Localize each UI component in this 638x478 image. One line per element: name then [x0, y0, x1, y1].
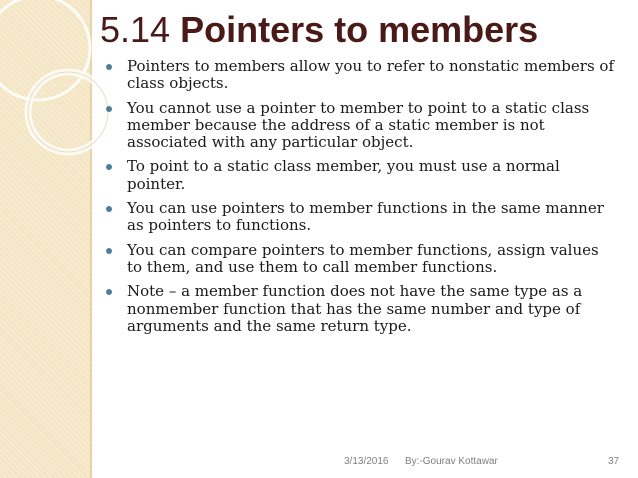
bullet-text: Note – a member function does not have the same type as a nonmember function that has the same number and type of arguments and the same return type. [127, 282, 583, 335]
bullet-text: You cannot use a pointer to member to point to a static class member because the address of a static member is not associated with any particular object. [127, 98, 590, 152]
bullet-list [106, 58, 616, 342]
footer-page-number: 37 [608, 456, 620, 467]
bullet-dot-icon [106, 248, 112, 254]
slide-title-number: 5.14 [100, 9, 171, 50]
bullet-item [106, 158, 616, 193]
bullet-text: You can compare pointers to member functions, assign values to them, and use them to call member functions. [127, 240, 599, 276]
bullet-dot-icon [106, 289, 112, 295]
bullet-dot-icon [106, 64, 112, 70]
bullet-dot-icon [106, 164, 112, 170]
footer-author: By:-Gourav Kottawar [405, 456, 498, 467]
bullet-item [106, 100, 616, 152]
bullet-dot-icon [106, 106, 112, 112]
bullet-text: Pointers to members allow you to refer to nonstatic members of class objects. [127, 57, 614, 93]
footer-date: 3/13/2016 [344, 456, 389, 467]
bullet-text: You can use pointers to member functions in the same manner as pointers to functions. [127, 199, 604, 235]
bullet-item [106, 58, 616, 93]
slide-title-text: Pointers to members [180, 9, 539, 50]
bullet-item [106, 283, 616, 335]
bullet-dot-icon [106, 206, 112, 212]
bullet-item [106, 242, 616, 277]
bullet-item [106, 200, 616, 235]
bullet-text: To point to a static class member, you must use a normal pointer. [127, 157, 560, 193]
slide-title [100, 10, 538, 50]
